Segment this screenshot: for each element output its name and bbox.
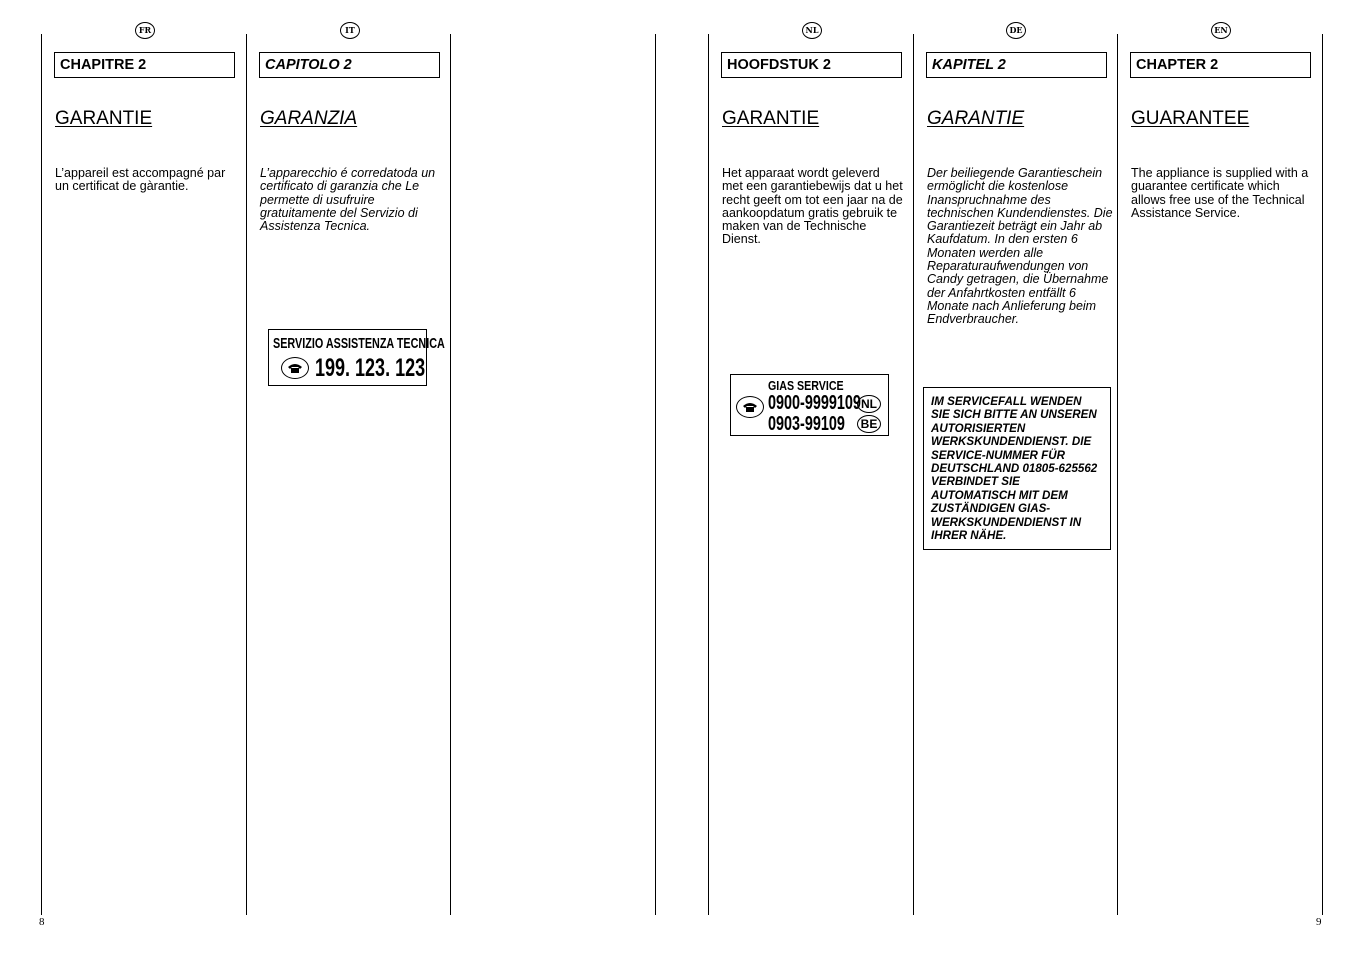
chapter-label-en: CHAPTER 2 <box>1130 52 1311 78</box>
language-badge-it: IT <box>340 22 360 39</box>
chapter-label-fr: CHAPITRE 2 <box>54 52 235 78</box>
language-badge-fr: FR <box>135 22 155 39</box>
country-code-nl: NL <box>857 395 881 413</box>
telephone-icon <box>281 357 309 379</box>
column-rule <box>450 34 451 915</box>
column-rule <box>246 34 247 915</box>
service-box-it <box>268 329 445 386</box>
section-heading-de: GARANTIE <box>927 108 1025 129</box>
service-title-nl: GIAS SERVICE <box>768 378 844 393</box>
body-text-it: L’apparecchio é corredatoda un certificato di garanzia che Le permette di usufruire gratuitamente del Servizio di Assistenza Tecnica. <box>260 166 436 234</box>
service-notice-de <box>923 387 1111 550</box>
chapter-label-nl: HOOFDSTUK 2 <box>721 52 902 78</box>
section-heading-nl: GARANTIE <box>722 108 820 129</box>
chapter-label-de: KAPITEL 2 <box>926 52 1107 78</box>
body-text-en: The appliance is supplied with a guarantee certificate which allows free use of the Technical Assistance Service. <box>1131 166 1309 220</box>
service-title-it: SERVIZIO ASSISTENZA TECNICA <box>273 335 445 352</box>
column-rule <box>1117 34 1118 915</box>
page-number-left: 8 <box>39 916 45 928</box>
page-number-right: 9 <box>1316 916 1322 928</box>
section-heading-fr: GARANTIE <box>55 108 153 129</box>
column-rule <box>655 34 656 915</box>
telephone-icon <box>736 396 764 418</box>
country-code-be: BE <box>857 415 881 433</box>
service-number-be: 0903-99109 <box>768 413 845 435</box>
service-box-nl <box>730 374 889 436</box>
service-number-nl: 0900-9999109 <box>768 392 861 414</box>
body-text-fr: L’appareil est accompagné par un certificat de gàrantie. <box>55 166 226 194</box>
language-badge-nl: NL <box>802 22 822 39</box>
language-badge-de: DE <box>1006 22 1026 39</box>
body-text-nl: Het apparaat wordt geleverd met een garantiebewijs dat u het recht geeft om tot een jaar na de aankoopdatum gratis gebruik te maken van de Technische Dienst. <box>722 166 903 247</box>
service-number-it: 199. 123. 123 <box>315 354 426 382</box>
chapter-label-it: CAPITOLO 2 <box>259 52 440 78</box>
language-badge-en: EN <box>1211 22 1231 39</box>
section-heading-it: GARANZIA <box>260 108 358 129</box>
column-rule <box>1322 34 1323 915</box>
section-heading-en: GUARANTEE <box>1131 108 1250 129</box>
body-text-de: Der beiliegende Garantieschein ermöglicht die kostenlose Inanspruchnahme des technischen Kundendienstes. Die Garantiezeit beträgt ein Jahr ab Kaufdatum. In den ersten 6 Monaten werden alle Reparaturaufwendungen von Candy getragen, die Übernahme der Anfahrtkosten entfällt 6 Monate nach Anlieferung beim Endverbraucher. <box>927 166 1113 327</box>
column-rule <box>913 34 914 915</box>
column-rule <box>708 34 709 915</box>
column-rule <box>41 34 42 915</box>
service-notice-text: IM SERVICEFALL WENDEN SIE SICH BITTE AN UNSEREN AUTORISIERTEN WERKSKUNDENDIENST. DIE SERVICE-NUMMER FÜR DEUTSCHLAND 01805-625562 VERBINDET SIE AUTOMATISCH MIT DEM ZUSTÄNDIGEN GIAS-WERKSKUNDENDIENST IN IHRER NÄHE. <box>931 395 1098 543</box>
